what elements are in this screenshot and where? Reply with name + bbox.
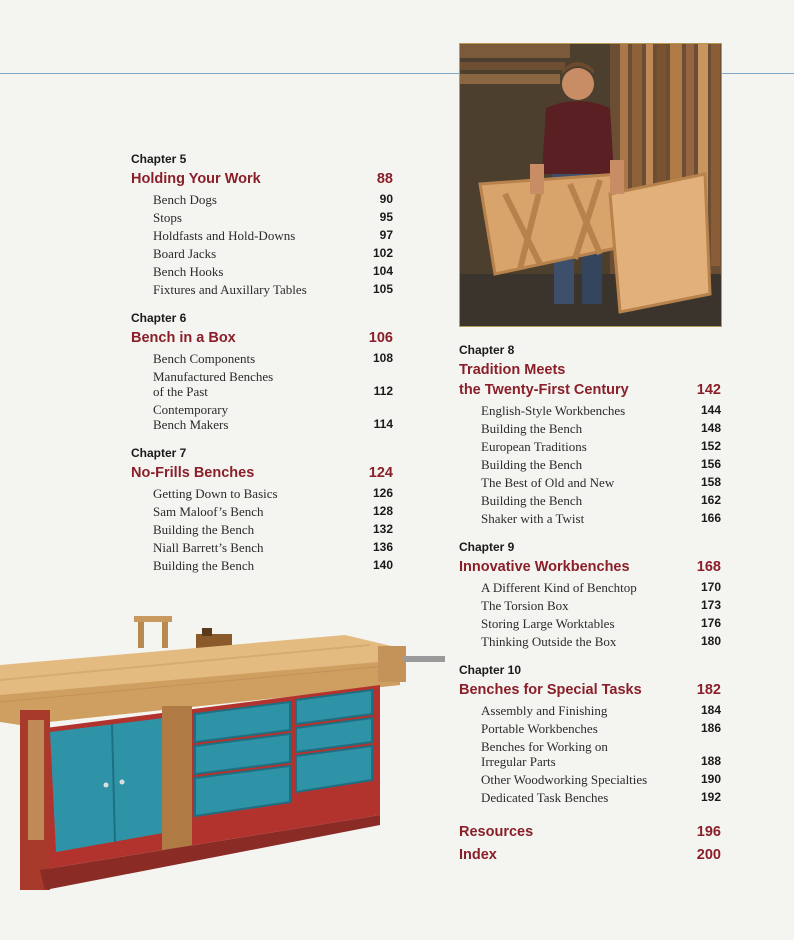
toc-extras [459, 822, 721, 865]
toc-entry-name-line: Benches for Working on [481, 739, 608, 754]
toc-entry-page: 136 [372, 540, 393, 554]
toc-entry-page: 144 [700, 403, 721, 417]
toc-entry-page: 184 [700, 703, 721, 717]
chapter-title-line: the Twenty-First Century [459, 382, 629, 398]
toc-index[interactable] [459, 845, 721, 865]
chapter-title[interactable] [131, 328, 393, 348]
toc-entry-name: Fixtures and Auxillary Tables [153, 282, 307, 297]
toc-entry-name: English-Style Workbenches [481, 403, 626, 418]
toc-entry[interactable] [459, 703, 721, 718]
chapter-title-text: Innovative Workbenches [459, 559, 630, 575]
toc-entry[interactable] [459, 598, 721, 613]
toc-chapter-6 [131, 311, 393, 432]
toc-entry[interactable] [459, 439, 721, 454]
toc-entry-page: 132 [372, 522, 393, 536]
toc-entry[interactable] [459, 493, 721, 508]
toc-entry-page: 162 [700, 493, 721, 507]
toc-entry-name: Dedicated Task Benches [481, 790, 609, 805]
toc-entry[interactable] [131, 228, 393, 243]
chapter-page: 124 [368, 465, 393, 481]
toc-chapter-8 [459, 343, 721, 526]
toc-entry-name-line: Bench Makers [153, 417, 229, 432]
toc-entry-name: European Traditions [481, 439, 587, 454]
toc-entry-name: Shaker with a Twist [481, 511, 585, 526]
toc-extra-title: Index [459, 847, 497, 863]
toc-entry-name: Building the Bench [481, 457, 583, 472]
photo-workbench [0, 590, 445, 910]
toc-entry-page: 114 [373, 417, 393, 431]
toc-entry-name: Stops [153, 210, 182, 225]
photo-workbench-illustration [0, 590, 445, 910]
toc-resources[interactable] [459, 822, 721, 842]
toc-entry-page: 97 [379, 228, 393, 242]
toc-entry[interactable] [131, 558, 393, 573]
toc-entry[interactable] [459, 721, 721, 736]
toc-entry[interactable] [459, 616, 721, 631]
chapter-page: 182 [696, 682, 721, 698]
toc-entry-page: 102 [372, 246, 393, 260]
chapter-page: 106 [368, 330, 393, 346]
toc-entry-name-line: of the Past [153, 384, 208, 399]
toc-entry[interactable] [459, 421, 721, 436]
toc-chapter-5 [131, 152, 393, 297]
toc-entry-page: 166 [700, 511, 721, 525]
chapter-page: 168 [696, 559, 721, 575]
toc-entry-name-line: Irregular Parts [481, 754, 556, 769]
header-rule-right [722, 73, 794, 74]
toc-entry-page: 156 [700, 457, 721, 471]
chapter-title-text: No-Frills Benches [131, 465, 255, 481]
toc-entry[interactable] [459, 580, 721, 595]
toc-entry-name-line: Contemporary [153, 402, 229, 417]
toc-entry[interactable] [459, 772, 721, 787]
toc-entry-page: 105 [372, 282, 393, 296]
toc-entry-page: 152 [700, 439, 721, 453]
chapter-label: Chapter 5 [131, 152, 187, 166]
toc-entry-name: Portable Workbenches [481, 721, 598, 736]
chapter-label: Chapter 10 [459, 663, 522, 677]
toc-extra-page: 200 [696, 847, 721, 863]
chapter-title-line: Tradition Meets [459, 362, 566, 378]
toc-entry-name: Getting Down to Basics [153, 486, 278, 501]
chapter-label: Chapter 6 [131, 311, 187, 325]
photo-man-illustration [460, 44, 722, 327]
toc-chapter-9 [459, 540, 721, 649]
toc-entry-name: Building the Bench [481, 421, 583, 436]
toc-entry[interactable] [459, 457, 721, 472]
toc-entry-page: 140 [372, 558, 393, 572]
toc-entry[interactable] [131, 282, 393, 297]
chapter-label: Chapter 9 [459, 540, 515, 554]
toc-entry-name [153, 369, 273, 399]
toc-entry-name: Holdfasts and Hold-Downs [153, 228, 296, 243]
toc-entry-name: The Torsion Box [481, 598, 569, 613]
toc-chapter-10 [459, 663, 721, 805]
toc-entry-name: Assembly and Finishing [481, 703, 608, 718]
photo-man-carrying-bench [459, 43, 722, 327]
toc-entry-name: Building the Bench [481, 493, 583, 508]
toc-entry-page: 176 [700, 616, 721, 630]
chapter-title-text: Bench in a Box [131, 330, 236, 346]
toc-entry-page: 173 [700, 598, 721, 612]
toc-extra-page: 196 [696, 824, 721, 840]
chapter-title[interactable] [459, 680, 721, 700]
toc-entry-page: 186 [700, 721, 721, 735]
chapter-title-text: Holding Your Work [131, 171, 261, 187]
toc-entry-name: Thinking Outside the Box [481, 634, 617, 649]
chapter-title-text: Benches for Special Tasks [459, 682, 642, 698]
toc-entry-name: Niall Barrett’s Bench [153, 540, 264, 555]
toc-entry[interactable] [131, 504, 393, 519]
toc-entry-name: A Different Kind of Benchtop [481, 580, 637, 595]
toc-entry-name-line: Manufactured Benches [153, 369, 274, 384]
chapter-page: 142 [696, 382, 721, 398]
toc-entry-page: 192 [700, 790, 721, 804]
toc-entry[interactable] [459, 634, 721, 649]
toc-entry-name: Board Jacks [153, 246, 217, 261]
toc-entry-name: Bench Hooks [153, 264, 224, 279]
toc-entry[interactable] [131, 351, 393, 366]
toc-column-right [459, 343, 721, 865]
chapter-label: Chapter 8 [459, 343, 515, 357]
toc-entry[interactable] [131, 486, 393, 501]
toc-entry-page: 90 [379, 192, 393, 206]
toc-entry[interactable] [459, 739, 721, 769]
chapter-title-text [459, 360, 629, 400]
toc-entry-name [153, 402, 228, 432]
toc-entry-name: Building the Bench [153, 522, 255, 537]
toc-entry-name: Other Woodworking Specialties [481, 772, 648, 787]
toc-entry[interactable] [131, 369, 393, 399]
toc-entry[interactable] [131, 264, 393, 279]
header-rule-left [0, 73, 460, 74]
toc-entry-page: 112 [373, 384, 393, 398]
toc-entry-name [481, 739, 608, 769]
chapter-title[interactable] [131, 463, 393, 483]
toc-entry-page: 126 [372, 486, 393, 500]
toc-entry-name: Bench Dogs [153, 192, 217, 207]
toc-entry-page: 128 [372, 504, 393, 518]
toc-entry-page: 190 [700, 772, 721, 786]
toc-column-left [131, 152, 393, 587]
toc-entry[interactable] [459, 475, 721, 490]
toc-entry-name: Sam Maloof’s Bench [153, 504, 264, 519]
toc-entry-page: 188 [700, 754, 721, 768]
toc-entry-page: 95 [379, 210, 393, 224]
toc-entry[interactable] [459, 403, 721, 418]
toc-entry[interactable] [131, 246, 393, 261]
toc-entry-name: Building the Bench [153, 558, 255, 573]
toc-entry-page: 170 [700, 580, 721, 594]
toc-extra-title: Resources [459, 824, 534, 840]
toc-entry[interactable] [459, 790, 721, 805]
chapter-title[interactable] [459, 360, 721, 400]
toc-entry-name: The Best of Old and New [481, 475, 615, 490]
chapter-title[interactable] [459, 557, 721, 577]
toc-entry-page: 104 [372, 264, 393, 278]
toc-entry[interactable] [131, 540, 393, 555]
toc-entry[interactable] [131, 522, 393, 537]
toc-entry-name: Bench Components [153, 351, 256, 366]
chapter-label: Chapter 7 [131, 446, 187, 460]
toc-entry-page: 148 [700, 421, 721, 435]
chapter-title[interactable] [131, 169, 393, 189]
toc-entry-name: Storing Large Worktables [481, 616, 615, 631]
toc-entry-page: 180 [700, 634, 721, 648]
toc-entry[interactable] [131, 210, 393, 225]
toc-chapter-7 [131, 446, 393, 573]
toc-entry[interactable] [459, 511, 721, 526]
toc-entry-page: 158 [700, 475, 721, 489]
toc-entry[interactable] [131, 402, 393, 432]
toc-entry-page: 108 [372, 351, 393, 365]
chapter-page: 88 [376, 171, 393, 187]
toc-entry[interactable] [131, 192, 393, 207]
